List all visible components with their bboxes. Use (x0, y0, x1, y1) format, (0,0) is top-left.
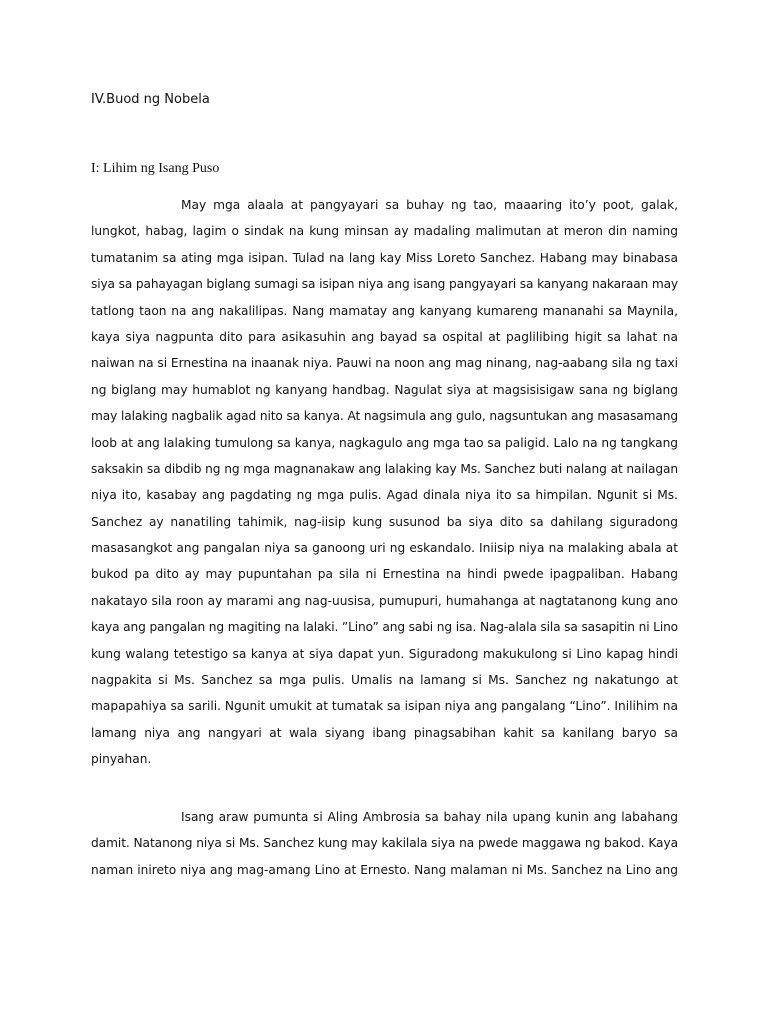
paragraph-line: Isang araw pumunta si Aling Ambrosia sa bahay nila upang kunin ang labahang (181, 810, 678, 824)
paragraph-line: tumatanim sa ating mga isipan. Tulad na lang kay Miss Loreto Sanchez. Habang may binabasa (91, 250, 678, 265)
paragraph-line: lungkot, habag, lagim o sindak na kung minsan ay madaling malimutan at meron din naming (91, 224, 678, 239)
paragraph-line: May mga alaala at pangyayari sa buhay ng tao, maaaring ito’y poot, galak, (181, 198, 678, 212)
paragraph-line: masasangkot ang pangalan niya sa ganoong uri ng eskandalo. Iniisip niya na malaking abala at (91, 541, 678, 556)
paragraph-line: nakatayo sila roon ay marami ang nag-uusisa, pumupuri, humahanga at nagtatanong kung ano (91, 593, 678, 608)
paragraph-line: kung walang tetestigo sa kanya at siya dapat yun. Siguradong makukulong si Lino kapag hindi (91, 646, 678, 661)
paragraph-line: damit. Natanong niya si Ms. Sanchez kung may kakilala siya na pwede maggawa ng bakod. Kaya (91, 836, 678, 851)
paragraph-line: Sanchez ay nanatiling tahimik, nag-iisip kung susunod ba siya dito sa dahilang siguradong (91, 514, 678, 529)
paragraph-line: niya ito, kasabay ang pagdating ng mga pulis. Agad dinala niya ito sa himpilan. Ngunit si Ms. (91, 488, 678, 503)
paragraph-line: saksakin sa dibdib ng ng mga magnanakaw ang lalaking kay Ms. Sanchez buti nalang at nailagan (91, 461, 678, 476)
paragraph-line: mapapahiya sa sarili. Ngunit umukit at tumatak sa isipan niya ang pangalang “Lino”. Inilihim na (91, 699, 678, 714)
paragraph-line: kaya ang pangalan ng magiting na lalaki. ”Lino” ang sabi ng isa. Nag-alala sila sa sasapitin ni Lino (91, 620, 678, 635)
paragraph-line: naman inireto niya ang mag-amang Lino at Ernesto. Nang malaman ni Ms. Sanchez na Lino ang (91, 862, 678, 877)
paragraph-line: may lalaking nagbalik agad nito sa kanya. At nagsimula ang gulo, nagsuntukan ang masasamang (91, 409, 678, 424)
chapter-heading: I: Lihim ng Isang Puso (91, 161, 220, 176)
paragraph-line: ng biglang may humablot ng kanyang handbag. Nagulat siya at magsisisigaw sana ng biglang (91, 382, 678, 397)
paragraph-line: loob at ang lalaking tumulong sa kanya, nagkagulo ang mga tao sa paligid. Lalo na ng tangkang (91, 435, 678, 450)
paragraph-2 (91, 804, 678, 883)
paragraph-line: naiwan na si Ernestina na inaanak niya. Pauwi na noon ang mag ninang, nag-aabang sila ng taxi (91, 356, 678, 371)
paragraph-1 (91, 192, 678, 773)
paragraph-line: bukod pa dito ay may pupuntahan pa sila ni Ernestina na hindi pwede ipagpaliban. Habang (91, 567, 678, 582)
section-heading: IV.Buod ng Nobela (91, 92, 210, 107)
paragraph-line: lamang niya ang nangyari at wala siyang ibang pinagsabihan kahit sa kanilang baryo sa (91, 725, 678, 740)
paragraph-line: tatlong taon na ang nakalilipas. Nang mamatay ang kanyang kumareng mananahi sa Maynila, (91, 303, 678, 318)
paragraph-line: siya sa pahayagan biglang sumagi sa isipan niya ang isang pangyayari sa kanyang nakaraan may (91, 277, 678, 292)
paragraph-line: pinyahan. (91, 752, 152, 767)
paragraph-line: kaya siya nagpunta dito para asikasuhin ang bayad sa ospital at paglilibing higit sa lahat na (91, 329, 678, 344)
paragraph-line: nagpakita si Ms. Sanchez sa mga pulis. Umalis na lamang si Ms. Sanchez ng nakatungo at (91, 673, 678, 688)
